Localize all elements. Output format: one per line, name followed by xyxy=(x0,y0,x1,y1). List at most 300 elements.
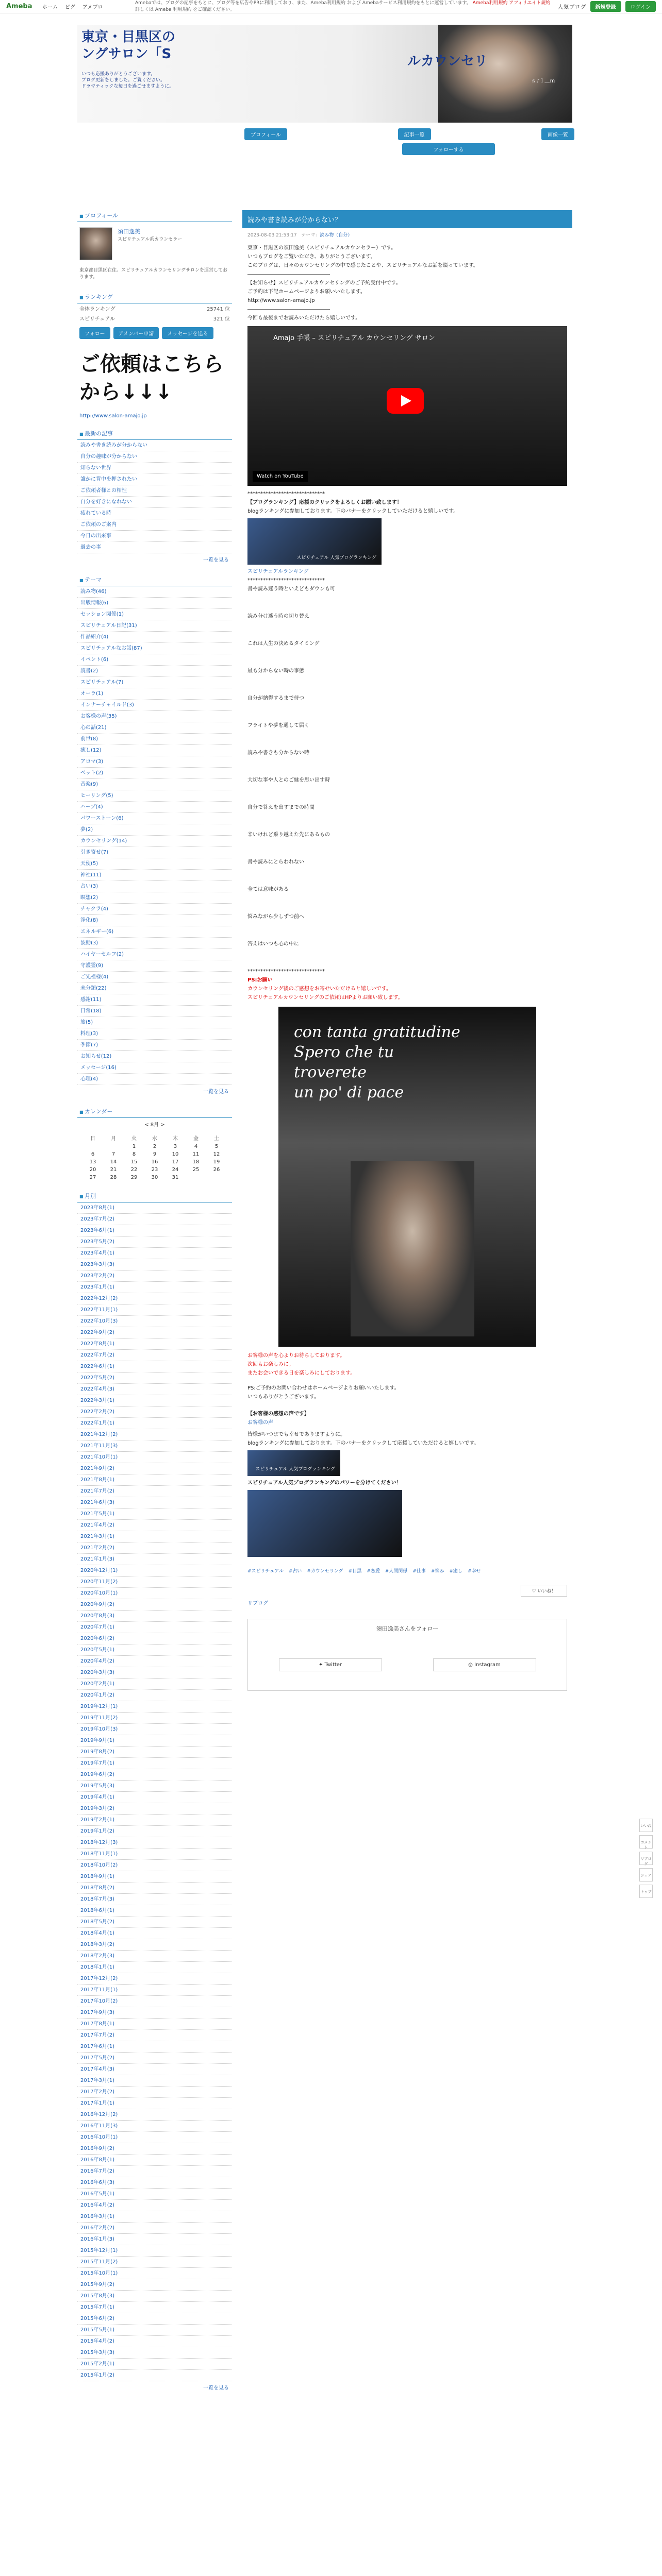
follow-button[interactable]: フォローする xyxy=(402,143,495,155)
calendar-day[interactable]: 6 xyxy=(91,1151,95,1158)
latest-item[interactable]: 今日の出来事 xyxy=(77,531,232,542)
hashtag[interactable]: #悩み xyxy=(431,1569,444,1574)
theme-item[interactable]: 読書(2) xyxy=(77,666,232,677)
support-line2: blogランキングに参加しております。下のバナーをクリックして応援していただけると嬉しいです。 xyxy=(247,1440,479,1446)
hashtag[interactable]: #スピリチュアル xyxy=(247,1569,284,1574)
hashtag[interactable]: #占い xyxy=(288,1569,302,1574)
archive-item[interactable]: 2016年11月(3) xyxy=(77,2121,232,2132)
archive-item[interactable]: 2016年9月(2) xyxy=(77,2143,232,2155)
tab-entries[interactable]: 記事一覧 xyxy=(398,128,431,140)
latest-item[interactable]: 疲れている時 xyxy=(77,508,232,519)
archive-item[interactable]: 2019年7月(1) xyxy=(77,1758,232,1769)
calendar-day[interactable]: 31 xyxy=(172,1175,179,1181)
play-icon[interactable] xyxy=(387,388,424,414)
theme-item[interactable]: 癒し(12) xyxy=(77,745,232,756)
theme-item[interactable]: 料理(3) xyxy=(77,1028,232,1040)
calendar-day[interactable]: 24 xyxy=(172,1167,179,1173)
signup-button[interactable]: 新規登録 xyxy=(590,1,621,12)
archive-item[interactable]: 2018年12月(3) xyxy=(77,1837,232,1849)
calendar-weekday: 月 xyxy=(111,1136,116,1142)
latest-item[interactable]: 過去の事 xyxy=(77,542,232,553)
tab-profile[interactable]: プロフィール xyxy=(244,128,287,140)
theme-item[interactable]: イベント(6) xyxy=(77,654,232,666)
body-line: 自分が納得するまで待つ xyxy=(247,696,304,701)
theme-item[interactable]: 引き寄せ(7) xyxy=(77,847,232,858)
calendar-day[interactable]: 1 xyxy=(132,1144,136,1150)
twitter-icon: ✦ xyxy=(318,1662,323,1668)
theme-item[interactable]: メッセージ(16) xyxy=(77,1062,232,1074)
terms-link[interactable]: Ameba利用規約 アフィリエイト規約 xyxy=(472,1,551,6)
video-title: Amajo 手帳 – スピリチュアル カウンセリング サロン xyxy=(273,334,435,342)
archive-item[interactable]: 2020年2月(1) xyxy=(77,1679,232,1690)
hashtag[interactable]: #仕事 xyxy=(412,1569,426,1574)
body-line: 読みや書きも分からない時 xyxy=(247,750,309,756)
support-line: 皆様がいつまでも幸せでありますように。 xyxy=(247,1432,345,1437)
theme-item[interactable]: 天使(5) xyxy=(77,858,232,870)
latest-item[interactable]: 自分を好きになれない xyxy=(77,497,232,508)
calendar-day[interactable]: 23 xyxy=(151,1167,158,1173)
calendar-day[interactable] xyxy=(206,1174,227,1181)
right-action[interactable]: コメント xyxy=(639,1835,653,1849)
archive-item[interactable]: 2023年4月(1) xyxy=(77,1248,232,1259)
after-red: お客様の声を心よりお待ちしております。 xyxy=(247,1353,345,1359)
calendar-day[interactable]: 17 xyxy=(172,1159,179,1165)
archive-item[interactable]: 2015年5月(1) xyxy=(77,2325,232,2336)
theme-item[interactable]: カウンセリング(14) xyxy=(77,836,232,847)
blog-header xyxy=(77,25,572,123)
calendar xyxy=(82,1133,227,1181)
archive-item[interactable]: 2017年12月(2) xyxy=(77,1973,232,1985)
archive-item[interactable]: 2017年9月(3) xyxy=(77,2007,232,2019)
calendar-day[interactable]: 15 xyxy=(130,1159,138,1165)
archive-item[interactable]: 2022年11月(1) xyxy=(77,1304,232,1316)
hashtag[interactable]: #人間関係 xyxy=(385,1569,408,1574)
calendar-day[interactable]: 11 xyxy=(192,1151,200,1158)
archive-item[interactable]: 2020年1月(2) xyxy=(77,1690,232,1701)
archive-item[interactable]: 2019年10月(3) xyxy=(77,1724,232,1735)
reblog-link[interactable]: リブログ xyxy=(247,1601,268,1607)
archive-item[interactable]: 2017年7月(2) xyxy=(77,2030,232,2041)
theme-item[interactable]: スピリチュアル(7) xyxy=(77,677,232,688)
archive-item[interactable]: 2017年6月(1) xyxy=(77,2041,232,2053)
theme-item[interactable]: エネルギー(6) xyxy=(77,926,232,938)
calendar-day[interactable]: 22 xyxy=(130,1167,138,1173)
latest-heading: ■ 最新の記事 xyxy=(77,427,232,440)
archive-item[interactable]: 2018年4月(1) xyxy=(77,1928,232,1939)
archive-item[interactable]: 2019年3月(2) xyxy=(77,1803,232,1815)
theme-item[interactable]: スピリチュアルなお話(87) xyxy=(77,643,232,654)
rank-line: 【ブログランキング】応援のクリックをよろしくお願い致します！ xyxy=(247,500,402,505)
archive-item[interactable]: 2018年5月(2) xyxy=(77,1917,232,1928)
intro-line: ―――――――――――――――― xyxy=(247,272,330,277)
archive-item[interactable]: 2020年7月(1) xyxy=(77,1622,232,1633)
archive-item[interactable]: 2021年6月(3) xyxy=(77,1497,232,1509)
salon-url[interactable]: http://www.salon-amajo.jp xyxy=(79,413,147,419)
calendar-day[interactable]: 16 xyxy=(151,1159,158,1165)
ameba-logo[interactable]: Ameba xyxy=(6,3,32,10)
archive-item[interactable]: 2023年5月(2) xyxy=(77,1236,232,1248)
archive-item[interactable]: 2023年6月(1) xyxy=(77,1225,232,1236)
archive-item[interactable]: 2021年9月(2) xyxy=(77,1463,232,1475)
calendar-day[interactable]: 26 xyxy=(213,1167,220,1173)
archive-item[interactable]: 2020年4月(2) xyxy=(77,1656,232,1667)
power-line: スピリチュアル人気ブログランキングのパワーを分けてください！ xyxy=(247,1480,402,1486)
archive-item[interactable]: 2019年11月(2) xyxy=(77,1713,232,1724)
calendar-day[interactable]: 14 xyxy=(110,1159,117,1165)
after-red: 次回もお楽しみに。 xyxy=(247,1362,294,1367)
theme-item[interactable]: パワーストーン(6) xyxy=(77,813,232,824)
twitter-button[interactable]: ✦ Twitter xyxy=(279,1658,382,1671)
latest-item[interactable]: 読みや書き読みが分からない xyxy=(77,440,232,451)
theme-item[interactable]: お客様の声(35) xyxy=(77,711,232,722)
archive-item[interactable]: 2018年7月(3) xyxy=(77,1894,232,1905)
theme-item[interactable]: 日常(18) xyxy=(77,1006,232,1017)
blog-description: いつも応援ありがとうございます。 ブログ更新をしました。ご覧ください。 ドラマティックな毎日を過ごせますように。 xyxy=(81,72,174,90)
calendar-day[interactable]: 13 xyxy=(89,1159,96,1165)
archive-item[interactable]: 2017年1月(1) xyxy=(77,2098,232,2109)
archive-item[interactable]: 2021年4月(2) xyxy=(77,1520,232,1531)
archive-item[interactable]: 2020年11月(2) xyxy=(77,1577,232,1588)
archive-item[interactable]: 2017年5月(2) xyxy=(77,2053,232,2064)
archive-item[interactable]: 2021年7月(2) xyxy=(77,1486,232,1497)
entry-meta: 2023-08-03 21:53:17 テーマ：読み物（自分） xyxy=(247,233,353,238)
theme-item[interactable]: 音楽(9) xyxy=(77,779,232,790)
theme-list xyxy=(77,586,232,1085)
theme-item[interactable]: 感謝(11) xyxy=(77,994,232,1006)
profile-name[interactable]: 須田逸美 xyxy=(118,228,140,235)
theme-item[interactable]: ハイヤーセルフ(2) xyxy=(77,949,232,960)
watch-on-youtube[interactable]: Watch on YouTube xyxy=(253,471,308,482)
theme-item[interactable]: スピリチュアル日記(31) xyxy=(77,620,232,632)
tab-images[interactable]: 画像一覧 xyxy=(541,128,574,140)
calendar-weekday: 日 xyxy=(90,1136,95,1142)
archive-item[interactable]: 2019年6月(2) xyxy=(77,1769,232,1781)
intro-line: 【お知らせ】スピリチュアルカウンセリングのご予約受付中です。 xyxy=(247,280,401,286)
theme-item[interactable]: 旅(5) xyxy=(77,1017,232,1028)
archive-item[interactable]: 2021年12月(2) xyxy=(77,1429,232,1440)
calendar-heading: ■ カレンダー xyxy=(77,1105,232,1118)
archive-item[interactable]: 2022年12月(2) xyxy=(77,1293,232,1304)
archive-item[interactable]: 2020年6月(2) xyxy=(77,1633,232,1645)
archive-item[interactable]: 2019年4月(1) xyxy=(77,1792,232,1803)
latest-item[interactable]: 自分の趣味が分からない xyxy=(77,451,232,463)
amember-button[interactable]: アメンバー申請 xyxy=(113,327,159,339)
latest-item[interactable]: ご依頼者様との相性 xyxy=(77,485,232,497)
archive-item[interactable]: 2022年9月(2) xyxy=(77,1327,232,1338)
body-line: 悩みながら少しずつ前へ xyxy=(247,914,304,920)
theme-item[interactable]: 守護霊(9) xyxy=(77,960,232,972)
theme-item[interactable]: 瞑想(2) xyxy=(77,892,232,904)
latest-more-link[interactable]: 一覧を見る xyxy=(203,557,229,564)
calendar-day[interactable]: 7 xyxy=(111,1151,115,1158)
hashtags xyxy=(242,1563,572,1580)
archive-item[interactable]: 2015年10月(1) xyxy=(77,2268,232,2279)
archive-item[interactable]: 2017年3月(1) xyxy=(77,2075,232,2087)
archive-item[interactable]: 2016年3月(1) xyxy=(77,2211,232,2223)
archive-item[interactable]: 2016年10月(1) xyxy=(77,2132,232,2143)
like-button[interactable]: ♡ いいね！ xyxy=(521,1585,567,1597)
archive-item[interactable]: 2018年6月(1) xyxy=(77,1905,232,1917)
archive-item[interactable]: 2016年2月(2) xyxy=(77,2223,232,2234)
calendar-day[interactable]: 29 xyxy=(130,1175,138,1181)
archive-item[interactable]: 2015年8月(3) xyxy=(77,2291,232,2302)
ranking-banner[interactable]: スピリチュアル 人気ブログランキング xyxy=(247,518,382,565)
calendar-day[interactable] xyxy=(186,1174,206,1181)
archive-item[interactable]: 2016年8月(1) xyxy=(77,2155,232,2166)
calendar-day[interactable] xyxy=(103,1143,124,1150)
body-line: 最も分からない時の事態 xyxy=(247,668,304,674)
hashtag[interactable]: #恋愛 xyxy=(367,1569,380,1574)
theme-item[interactable]: ペット(2) xyxy=(77,768,232,779)
theme-item[interactable]: 神社(11) xyxy=(77,870,232,881)
rank-row: 全体ランキング 25741 位 xyxy=(79,307,230,313)
archive-item[interactable]: 2023年3月(3) xyxy=(77,1259,232,1270)
archive-item[interactable]: 2015年4月(2) xyxy=(77,2336,232,2347)
theme-item[interactable]: お知らせ(12) xyxy=(77,1051,232,1062)
archive-item[interactable]: 2018年10月(2) xyxy=(77,1860,232,1871)
intro-line: http://www.salon-amajo.jp xyxy=(247,298,315,303)
theme-item[interactable]: 作品紹介(4) xyxy=(77,632,232,643)
calendar-day[interactable]: 8 xyxy=(132,1151,136,1158)
archive-item[interactable]: 2022年8月(1) xyxy=(77,1338,232,1350)
sep: ****************************** xyxy=(247,969,325,974)
hashtag[interactable]: #カウンセリング xyxy=(307,1569,343,1574)
archive-item[interactable]: 2022年7月(2) xyxy=(77,1350,232,1361)
body-line: フライトや夢を通して届く xyxy=(247,723,309,728)
calendar-day[interactable]: 3 xyxy=(173,1144,177,1150)
theme-item[interactable]: 出版情報(6) xyxy=(77,598,232,609)
calendar-day[interactable]: 2 xyxy=(153,1144,157,1150)
intro-line: ご予約は下記ホームページよりお願いいたします。 xyxy=(247,289,366,295)
archive-item[interactable]: 2016年6月(3) xyxy=(77,2177,232,2189)
hashtag[interactable]: #癒し xyxy=(449,1569,462,1574)
photo-banner[interactable] xyxy=(247,1490,402,1557)
archive-item[interactable]: 2015年11月(2) xyxy=(77,2257,232,2268)
archive-item[interactable]: 2022年10月(3) xyxy=(77,1316,232,1327)
archive-item[interactable]: 2020年9月(2) xyxy=(77,1599,232,1611)
archive-item[interactable]: 2023年2月(2) xyxy=(77,1270,232,1282)
archive-item[interactable]: 2019年1月(2) xyxy=(77,1826,232,1837)
ranking-banner-2[interactable]: スピリチュアル 人気ブログランキング xyxy=(247,1450,340,1476)
archive-item[interactable]: 2021年3月(1) xyxy=(77,1531,232,1543)
archive-item[interactable]: 2019年9月(1) xyxy=(77,1735,232,1747)
archive-item[interactable]: 2020年10月(1) xyxy=(77,1588,232,1599)
right-action[interactable]: リブログ xyxy=(639,1852,653,1865)
archive-item[interactable]: 2015年2月(1) xyxy=(77,2359,232,2370)
theme-more-link[interactable]: 一覧を見る xyxy=(203,1089,229,1095)
profile-heading: ■ プロフィール xyxy=(77,209,232,222)
theme-item[interactable]: 心理(4) xyxy=(77,1074,232,1085)
archive-item[interactable]: 2015年7月(1) xyxy=(77,2302,232,2313)
theme-item[interactable]: 未分類(22) xyxy=(77,983,232,994)
archive-item[interactable]: 2019年2月(1) xyxy=(77,1815,232,1826)
theme-item[interactable]: 占い(3) xyxy=(77,881,232,892)
archive-item[interactable]: 2017年11月(1) xyxy=(77,1985,232,1996)
latest-item[interactable]: 知らない世界 xyxy=(77,463,232,474)
topbar xyxy=(0,0,662,13)
nav-home[interactable]: ホーム xyxy=(42,5,58,10)
archive-item[interactable]: 2016年5月(1) xyxy=(77,2189,232,2200)
archive-item[interactable]: 2021年11月(3) xyxy=(77,1440,232,1452)
archive-item[interactable]: 2016年1月(3) xyxy=(77,2234,232,2245)
archive-item[interactable]: 2021年2月(2) xyxy=(77,1543,232,1554)
archive-item[interactable]: 2022年5月(2) xyxy=(77,1372,232,1384)
archive-item[interactable]: 2021年5月(1) xyxy=(77,1509,232,1520)
body-line: 書や読み迷う時といえどもダウンも可 xyxy=(247,586,335,592)
archive-item[interactable]: 2022年1月(1) xyxy=(77,1418,232,1429)
popular-blog-link[interactable]: 人気ブログ xyxy=(557,3,586,10)
calendar-day[interactable]: 5 xyxy=(214,1144,219,1150)
calendar-day[interactable]: 10 xyxy=(172,1151,179,1158)
hashtag[interactable]: #幸せ xyxy=(467,1569,481,1574)
nav-ameblo[interactable]: アメブロ xyxy=(82,5,103,10)
instagram-button[interactable]: ◎ Instagram xyxy=(433,1658,536,1671)
archive-item[interactable]: 2020年8月(3) xyxy=(77,1611,232,1622)
calendar-day[interactable]: 30 xyxy=(151,1175,158,1181)
archive-item[interactable]: 2018年9月(1) xyxy=(77,1871,232,1883)
request-text: ご依頼はこちらから↓↓↓ xyxy=(79,352,224,404)
avatar[interactable] xyxy=(79,227,112,260)
archive-item[interactable]: 2020年5月(1) xyxy=(77,1645,232,1656)
archive-item[interactable]: 2018年2月(3) xyxy=(77,1951,232,1962)
calendar-day[interactable] xyxy=(82,1143,103,1150)
calendar-day[interactable]: 19 xyxy=(213,1159,220,1165)
archive-item[interactable]: 2016年12月(2) xyxy=(77,2109,232,2121)
entry-theme-link[interactable]: 読み物（自分） xyxy=(320,233,353,238)
archive-more-link[interactable]: 一覧を見る xyxy=(203,2385,229,2392)
archive-item[interactable]: 2021年8月(1) xyxy=(77,1475,232,1486)
message-button[interactable]: メッセージを送る xyxy=(162,327,213,339)
archive-item[interactable]: 2019年5月(3) xyxy=(77,1781,232,1792)
calendar-weekday: 火 xyxy=(131,1136,137,1142)
archive-item[interactable]: 2017年10月(2) xyxy=(77,1996,232,2007)
youtube-embed[interactable] xyxy=(247,326,567,486)
theme-item[interactable]: ご先祖様(4) xyxy=(77,972,232,983)
archive-item[interactable]: 2020年3月(3) xyxy=(77,1667,232,1679)
archive-item[interactable]: 2021年10月(1) xyxy=(77,1452,232,1463)
body-line: 自分で答えを出すまでの時間 xyxy=(247,805,315,810)
notice-text: Amebaでは、ブログの記事をもとに、ブログ等を広告やPRに利用しており、また、Ameba利用規約 および Amebaサービス利用規約をもとに運営しています。 Ameba利用規約 アフィリエイト規約 詳しくは Ameba 利用規約 をご確認ください。 xyxy=(135,1,551,12)
archive-item[interactable]: 2019年12月(1) xyxy=(77,1701,232,1713)
header-sub: ｓ♪ｌ＿ｍ xyxy=(531,78,555,84)
calendar-day[interactable]: 12 xyxy=(213,1151,220,1158)
ranking-link[interactable]: スピリチュアルランキング xyxy=(247,569,309,574)
profile-text: 東京都目黒区在住。スピリチュアルカウンセリングサロンを運営しております。 xyxy=(79,268,228,280)
theme-heading: ■ テーマ xyxy=(77,573,232,586)
ps-heading: PS:お願い xyxy=(247,977,273,983)
calendar-day[interactable]: 25 xyxy=(192,1167,200,1173)
main-content xyxy=(242,201,572,1701)
calendar-day[interactable]: 18 xyxy=(192,1159,200,1165)
archive-item[interactable]: 2023年8月(1) xyxy=(77,1202,232,1214)
archive-item[interactable]: 2015年9月(2) xyxy=(77,2279,232,2291)
calendar-day[interactable]: 21 xyxy=(110,1167,117,1173)
archive-item[interactable]: 2021年1月(3) xyxy=(77,1554,232,1565)
archive-item[interactable]: 2018年8月(2) xyxy=(77,1883,232,1894)
theme-item[interactable]: インナーチャイルド(3) xyxy=(77,700,232,711)
hashtag[interactable]: #目黒 xyxy=(348,1569,362,1574)
calendar-weekday: 金 xyxy=(193,1136,198,1142)
gratitude-image xyxy=(278,1007,536,1347)
archive-item[interactable]: 2023年7月(2) xyxy=(77,1214,232,1225)
blog-title[interactable]: 東京・目黒区の ングサロン「S xyxy=(81,29,176,62)
archive-item[interactable]: 2017年8月(1) xyxy=(77,2019,232,2030)
archive-item[interactable]: 2022年3月(1) xyxy=(77,1395,232,1406)
archive-item[interactable]: 2023年1月(1) xyxy=(77,1282,232,1293)
right-action-bar xyxy=(639,1819,655,1901)
archive-item[interactable]: 2018年1月(1) xyxy=(77,1962,232,1973)
intro-line: このブログは、日々のカウンセリングの中で感じたことや、スピリチュアルなお話を綴っています。 xyxy=(247,263,478,268)
archive-item[interactable]: 2015年3月(3) xyxy=(77,2347,232,2359)
theme-item[interactable]: 浄化(8) xyxy=(77,915,232,926)
sep: ****************************** xyxy=(247,578,325,583)
theme-item[interactable]: チャクラ(4) xyxy=(77,904,232,915)
archive-item[interactable]: 2018年11月(1) xyxy=(77,1849,232,1860)
after-red: またお会いできる日を楽しみにしております。 xyxy=(247,1370,356,1376)
theme-item[interactable]: 読み物(46) xyxy=(77,586,232,598)
calendar-day[interactable]: 28 xyxy=(110,1175,117,1181)
follow-side-button[interactable]: フォロー xyxy=(79,327,110,339)
archive-item[interactable]: 2015年12月(1) xyxy=(77,2245,232,2257)
archive-item[interactable]: 2016年4月(2) xyxy=(77,2200,232,2211)
archive-item[interactable]: 2017年4月(3) xyxy=(77,2064,232,2075)
theme-item[interactable]: 夢(2) xyxy=(77,824,232,836)
right-action[interactable]: トップ xyxy=(639,1885,653,1898)
theme-item[interactable]: 前世(8) xyxy=(77,734,232,745)
body-line: 答えはいつも心の中に xyxy=(247,941,299,947)
archive-item[interactable]: 2015年6月(2) xyxy=(77,2313,232,2325)
calendar-day[interactable]: 27 xyxy=(89,1175,96,1181)
theme-item[interactable]: 季節(7) xyxy=(77,1040,232,1051)
right-action[interactable]: シェア xyxy=(639,1868,653,1882)
archive-list xyxy=(77,1202,232,2381)
calendar-day[interactable]: 9 xyxy=(153,1151,157,1158)
heart-icon: ♡ xyxy=(532,1589,536,1595)
profile-desc: スピリチュアル系カウンセラー xyxy=(118,237,183,242)
body-line: 大切な事や人とのご縁を思い出す時 xyxy=(247,777,330,783)
archive-item[interactable]: 2020年12月(1) xyxy=(77,1565,232,1577)
latest-list xyxy=(77,440,232,553)
theme-item[interactable]: ハーブ(4) xyxy=(77,802,232,813)
theme-item[interactable]: 心の話(21) xyxy=(77,722,232,734)
login-button[interactable]: ログイン xyxy=(625,1,656,12)
archive-item[interactable]: 2022年2月(2) xyxy=(77,1406,232,1418)
latest-item[interactable]: 誰かに背中を押されたい xyxy=(77,474,232,485)
archive-item[interactable]: 2022年4月(3) xyxy=(77,1384,232,1395)
fav-link[interactable]: お客様の声 xyxy=(247,1420,273,1426)
theme-item[interactable]: アロマ(3) xyxy=(77,756,232,768)
archive-item[interactable]: 2016年7月(2) xyxy=(77,2166,232,2177)
theme-item[interactable]: 波動(3) xyxy=(77,938,232,949)
archive-item[interactable]: 2022年6月(1) xyxy=(77,1361,232,1372)
nav-pigg[interactable]: ピグ xyxy=(65,5,75,10)
calendar-day[interactable]: 20 xyxy=(89,1167,96,1173)
archive-item[interactable]: 2018年3月(2) xyxy=(77,1939,232,1951)
archive-item[interactable]: 2017年2月(2) xyxy=(77,2087,232,2098)
archive-item[interactable]: 2019年8月(2) xyxy=(77,1747,232,1758)
theme-item[interactable]: オーラ(1) xyxy=(77,688,232,700)
theme-item[interactable]: セッション関係(1) xyxy=(77,609,232,620)
right-action[interactable]: いいね xyxy=(639,1819,653,1832)
calendar-day[interactable]: 4 xyxy=(194,1144,198,1150)
archive-item[interactable]: 2015年1月(2) xyxy=(77,2370,232,2381)
latest-item[interactable]: ご依頼のご案内 xyxy=(77,519,232,531)
calendar-title[interactable]: < 8月 > xyxy=(144,1122,165,1128)
sidebar xyxy=(77,201,232,2393)
theme-item[interactable]: ヒーリング(5) xyxy=(77,790,232,802)
entry-title[interactable]: 読みや書き読みが分からない？ xyxy=(242,210,572,228)
sep: ****************************** xyxy=(247,491,325,497)
